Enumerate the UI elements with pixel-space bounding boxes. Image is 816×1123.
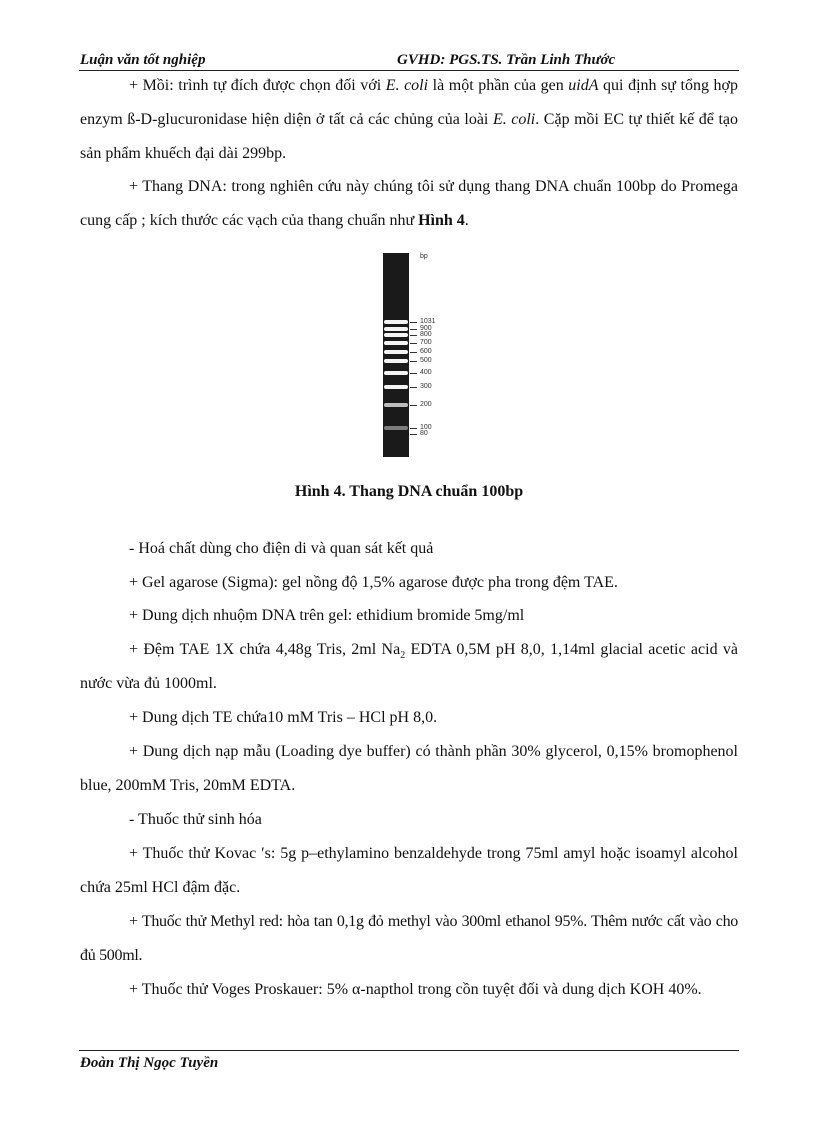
header-title: Luận văn tốt nghiệp [80, 52, 206, 68]
ladder-label-1031: 1031 [420, 318, 436, 325]
dna-ladder-figure [370, 245, 470, 475]
band-100 [384, 426, 408, 430]
header-advisor: GVHD: PGS.TS. Trần Linh Thước [397, 52, 616, 68]
figure-caption: Hình 4. Thang DNA chuẩn 100bp [294, 483, 524, 500]
ladder-label-800: 800 [420, 331, 432, 338]
ladder-label-600: 600 [420, 348, 432, 355]
ladder-label-80: 80 [420, 430, 428, 437]
paragraph-chemicals: - Hoá chất dùng cho điện di và quan sát kết quả [129, 540, 434, 557]
paragraph-te: + Dung dịch TE chứa10 mM Tris – HCl pH 8,0. [129, 709, 438, 726]
footer-rule [79, 1050, 739, 1051]
text-italic: E. coli [492, 111, 536, 128]
text-italic: E. coli [385, 77, 429, 94]
unit-label: bp [420, 253, 428, 260]
figure-reference: Hình 4 [418, 212, 465, 229]
ladder-label-900: 900 [420, 325, 432, 332]
paragraph-methyl-red: + Thuốc thử Methyl red: hòa tan 0,1g đỏ methyl vào 300ml ethanol 95%. Thêm nước cất vào cho đủ 500ml. [80, 913, 738, 964]
band-1031 [384, 320, 408, 324]
band-200 [384, 403, 408, 407]
footer-author: Đoàn Thị Ngọc Tuyền [80, 1055, 219, 1071]
paragraph-voges: + Thuốc thử Voges Proskauer: 5% α-napthol trong cồn tuyệt đối và dung dịch KOH 40%. [129, 981, 702, 998]
tick-80 [410, 434, 417, 435]
ladder-label-200: 200 [420, 401, 432, 408]
tick-1031 [410, 322, 417, 323]
band-600 [384, 350, 408, 354]
text: . Cặp mồi EC tự thiết kế để tạo sản phẩm khuếch đại dài 299bp. [80, 111, 739, 162]
band-900 [384, 327, 408, 331]
tick-300 [410, 387, 417, 388]
band-300 [384, 385, 408, 389]
paragraph-primer [80, 69, 738, 171]
subscript: 2 [400, 650, 406, 662]
tick-600 [410, 352, 417, 353]
text: . [464, 212, 469, 229]
text: + Mồi: trình tự đích được chọn đối với [129, 77, 386, 94]
ladder-label-700: 700 [420, 339, 432, 346]
tick-200 [410, 405, 417, 406]
text-italic: uidA [568, 77, 599, 94]
band-500 [384, 359, 408, 363]
text: là một phần của gen [428, 77, 569, 94]
tick-800 [410, 335, 417, 336]
tick-100 [410, 428, 417, 429]
band-700 [384, 341, 408, 345]
tick-700 [410, 343, 417, 344]
paragraph-biochem: - Thuốc thử sinh hóa [129, 811, 262, 828]
text: + Thang DNA: trong nghiên cứu này chúng tôi sử dụng thang DNA chuẩn 100bp do Promega cung cấp ; kích thước các vạch của thang chuẩn như [80, 178, 738, 229]
tick-500 [410, 361, 417, 362]
tick-400 [410, 373, 417, 374]
paragraph-stain: + Dung dịch nhuộm DNA trên gel: ethidium bromide 5mg/ml [129, 607, 525, 624]
paragraph-gel: + Gel agarose (Sigma): gel nồng độ 1,5% agarose được pha trong đệm TAE. [129, 574, 618, 591]
text: qui định sự tổng hợp enzym ß-D-glucuronidase hiện diện ở tất cả các chủng của loài [80, 77, 738, 128]
paragraph-loading-dye: + Dung dịch nạp mẫu (Loading dye buffer) có thành phần 30% glycerol, 0,15% bromophenol blue, 200mM Tris, 20mM EDTA. [80, 743, 738, 794]
paragraph-tae [80, 633, 738, 701]
tick-900 [410, 329, 417, 330]
paragraph-dna-ladder [80, 170, 738, 238]
ladder-label-500: 500 [420, 357, 432, 364]
band-800 [384, 333, 408, 337]
paragraph-kovac: + Thuốc thử Kovac ′s: 5g p–ethylamino benzaldehyde trong 75ml amyl hoặc isoamyl alcohol chứa 25ml HCl đậm đặc. [80, 845, 738, 896]
ladder-label-100: 100 [420, 424, 432, 431]
text: + Đệm TAE 1X chứa 4,48g Tris, 2ml Na [129, 641, 401, 658]
ladder-label-300: 300 [420, 383, 432, 390]
band-400 [384, 371, 408, 375]
text: EDTA 0,5M pH 8,0, 1,14ml glacial acetic acid và nước vừa đủ 1000ml. [80, 641, 738, 692]
ladder-label-400: 400 [420, 369, 432, 376]
